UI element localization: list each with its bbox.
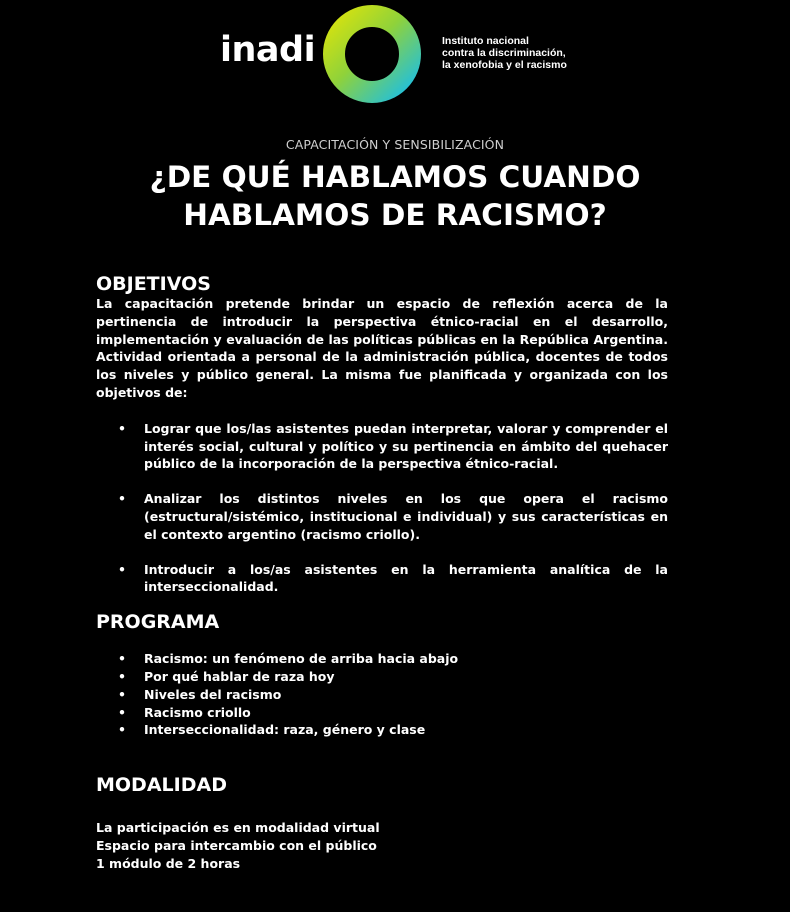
institute-line: la xenofobia y el racismo [442,59,567,71]
bullet-icon: • [118,686,126,702]
bullet-icon: • [118,651,126,667]
bullet-icon: • [118,722,126,738]
modalidad-line: La participación es en modalidad virtual [96,820,380,836]
modalidad-details [96,819,668,872]
list-item-text: Niveles del racismo [144,686,282,702]
list-item-text: Por qué hablar de raza hoy [144,668,335,684]
kicker-label: CAPACITACIÓN Y SENSIBILIZACIÓN [285,137,505,152]
list-item-text: Lograr que los/las asistentes puedan interpretar, valorar y comprender el interés social, cultural y político y su pertinencia en ámbito del quehacer público de la incorporación de la perspectiva étnico-racial. [144,420,668,472]
bullet-icon: • [118,668,126,684]
modalidad-line: Espacio para intercambio con el público [96,837,377,853]
title-line: ¿DE QUÉ HABLAMOS CUANDO [149,160,641,194]
institute-line: contra la discriminación, [442,47,566,59]
list-item [96,561,668,597]
header [0,0,790,110]
bullet-icon: • [118,704,126,720]
list-item [96,686,668,704]
objetivos-heading: OBJETIVOS [96,273,211,295]
list-item [96,704,668,722]
list-item [96,668,668,686]
list-item [96,650,668,668]
list-item [96,490,668,543]
objetivos-list [96,420,668,596]
programa-heading: PROGRAMA [96,611,220,634]
inadi-ring-logo-icon [322,4,422,104]
bullet-icon: • [118,561,126,577]
list-item [96,721,668,739]
programa-list [96,650,668,739]
modalidad-line: 1 módulo de 2 horas [96,855,241,871]
bullet-icon: • [118,420,126,436]
modalidad-heading: MODALIDAD [96,774,227,797]
list-item [96,420,668,473]
page-title [0,158,790,234]
list-item-text: Analizar los distintos niveles en los que opera el racismo (estructural/sistémico, institucional e individual) y sus características en el contexto argentino (racismo criollo). [144,491,668,542]
list-item-text: Racismo: un fenómeno de arriba hacia abajo [144,651,459,667]
title-line: HABLAMOS DE RACISMO? [183,198,607,232]
list-item-text: Racismo criollo [144,704,251,720]
institute-line: Instituto nacional [442,35,529,47]
main-content [96,270,668,873]
list-item-text: Interseccionalidad: raza, género y clase [144,722,426,738]
objetivos-intro: La capacitación pretende brindar un espacio de reflexión acerca de la pertinencia de introducir la perspectiva étnico-racial en el desarrollo, implementación y evaluación de las políticas públicas en la República Argentina. Actividad orientada a personal de la administración pública, docentes de todos los niveles y público general. La misma fue planificada y organizada con los objetivos de: [96,296,668,400]
institute-name [442,35,567,71]
bullet-icon: • [118,491,126,507]
brand-logo-text: inadi [220,30,316,70]
list-item-text: Introducir a los/as asistentes en la herramienta analítica de la interseccionalidad. [144,561,668,595]
